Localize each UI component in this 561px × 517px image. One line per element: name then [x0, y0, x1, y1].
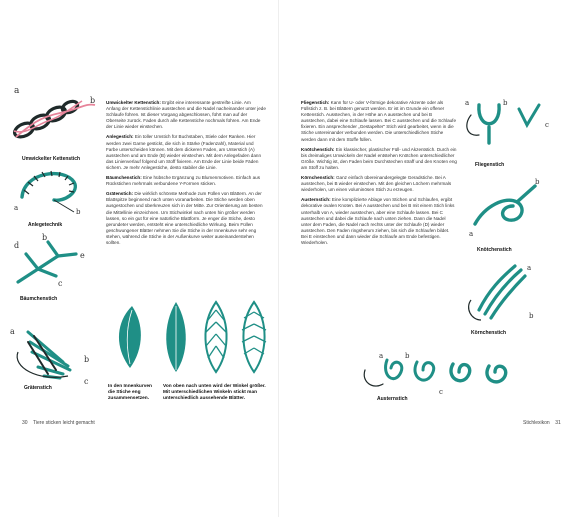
svg-text:a: a — [527, 264, 532, 272]
section-baumchen: Bäumchenstich: Eine hübsche Ergänzung zu Blumenmotiven. Einfach aus Rückstichen mehrmals verbundene Y-Formen sticken. — [106, 175, 260, 187]
svg-text:c: c — [84, 377, 89, 386]
section-austern: Austernstich: Eine komplizierte Ablage von Stichen und Schlaufen, ergibt dekorative ovalen Knoten. Bei A ausstechen und bei B mit einem Stich links unterhalb von A, wieder ausstechen, aber eine Schlaufe lassen. Bei C ausstechen und dabei die Schlaufe nach unten ziehen. Dann die Nadel unter dem Faden, die Nadel nach rechts unter der Schlaufe (D) wieder ausstechen. Den Faden ringsherum ziehen, bis sich die Schlaufen bildet. Bei E einstechen und dann wieder die Schlaufe am Ende befestigen. Wiederholen. — [301, 197, 455, 245]
folio-title-right: Stichlexikon — [523, 420, 550, 426]
svg-text:b: b — [84, 355, 90, 364]
svg-text:b: b — [535, 178, 540, 186]
leaf-illustration-2 — [200, 300, 232, 375]
folio-title-left: Tiere sticken leicht gemacht — [33, 420, 95, 426]
gratenstich-illustration — [8, 312, 98, 402]
svg-text:c: c — [439, 388, 443, 396]
page-number-left: 30 — [22, 420, 28, 426]
caption-anlege: Anlegetechnik — [28, 222, 63, 228]
svg-text:c: c — [58, 279, 63, 288]
austernstich-illustration — [357, 350, 532, 400]
svg-text:b: b — [405, 352, 410, 360]
left-page — [0, 0, 279, 517]
svg-text:a: a — [465, 99, 470, 107]
leaf-illustration-1 — [160, 300, 192, 375]
umwickelter-kettenstich-illustration — [10, 86, 100, 155]
svg-text:b: b — [529, 312, 534, 320]
anlegetechnik-illustration — [14, 162, 94, 217]
section-knoetchen: Knötchenstich: Ein klassischer, plastischer Füll- und Akzentstich. Durch ein bis dreimaliges Umwickeln der Nadel entstehen Knötchen unterschiedlicher Größe. Wichtig ist, den Faden beim Durchstechen straff und den Knoten eng am Stoff zu halten. — [301, 146, 457, 170]
right-page — [279, 0, 561, 517]
svg-text:a: a — [469, 230, 474, 238]
svg-text:e: e — [80, 251, 85, 260]
folio-right — [523, 420, 561, 426]
caption-fliegen: Fliegenstich — [475, 162, 505, 168]
section-koernchen: Körnchenstich: Ganz einfach übereinandergelegte Geradstiche. Bei A ausstechen, bei B wieder einstechen. Mit den gleichen Löchern mehrmals wiederholen, um einen voluminösen Stich zu erzeugen. — [301, 175, 452, 193]
svg-text:a: a — [14, 86, 20, 96]
svg-text:c: c — [545, 121, 549, 129]
baumchenstich-illustration — [8, 234, 98, 294]
right-text-column — [301, 100, 457, 250]
caption-umwickelter: Umwickelter Kettenstich — [22, 156, 81, 162]
caption-baumchen: Bäumchenstich — [20, 296, 58, 302]
knoetchenstich-illustration — [465, 176, 545, 241]
section-umwickelter: Umwickelter Kettenstich: Ergibt eine interessante gestreifte Linie. Am Anfang der Kettenstichlinie ausstechen und die Nadel nacheinander unter jede Schlaufe führen. Ist dieser Vorgang abgeschlossen, führt man auf der Oberseite zurück. Faden durch alle Kettenstiche nochmals führen. Am Ende der Linie wieder einstechen. — [106, 100, 266, 130]
section-graten: Grätenstich: Die wirklich schönste Methode zum Füllen von Blättern. An der Blattspitze beginnend nach unten voranarbeiten. Die Stiche werden oben ausgestochen und überkreuzen sich in der Mitte. Zur Orientierung am besten die Mittellinie einzeichnen. Um Stichwinkel nach unten hin größer werden lassen, so ein gut für eine natürliche Blattform. Je enger die Stiche, desto gerundeter werden, entsteht eine unterschiedliche Wirkung. Beim Füllen geschwungener Blätter nehmen Sie die Stiche in der Innenkurve sehr eng stehen, während die Stiche in der Außenkurve weiter auseinanderstehen sollten. — [106, 191, 263, 245]
caption-graten: Grätenstich — [24, 385, 52, 391]
caption-knoetchen: Knötchenstich — [477, 247, 512, 253]
folio-left — [22, 420, 95, 426]
section-fliegen: Fliegenstich: Kann für U- oder V-förmige dekorative Akzente oder als Füllstich z. B. bei Blättern genutzt werden. Er ist im Grunde ein offener Kettenstich. Ausstechen, in der Höhe an A ausstechen und bei B ausstechen, dabei eine Schlaufe lassen. Bei C ausstechen und die Schlaufe fixieren. Ein ansprechender „Gestapelter“ Stich wird gearbeitet, wenn in die Stiche untereinander verbunden werden. Die unterschiedlichen Stiche werden dann mit dem Stoffe füllen. — [301, 100, 457, 142]
left-text-column — [106, 100, 266, 250]
svg-text:b: b — [90, 96, 96, 105]
fig-note-2: Von oben nach unten wird der Winkel größer. Mit unterschiedlichen Winkeln stickt man unterschiedlich aussehende Blätter. — [163, 384, 266, 401]
leaf-curved-illustration — [112, 302, 152, 372]
fig-note-1: In den Innenkurven die Stiche eng zusammensetzen. — [108, 384, 152, 401]
caption-austern: Austernstich — [377, 396, 408, 402]
svg-text:b: b — [503, 99, 508, 107]
svg-text:a: a — [14, 204, 19, 212]
svg-text:b: b — [76, 208, 81, 216]
svg-text:b: b — [42, 233, 48, 242]
leaf-illustration-3 — [238, 300, 270, 375]
koernchenstich-illustration — [465, 260, 545, 330]
caption-koernchen: Körnchenstich — [471, 330, 507, 336]
svg-text:d: d — [14, 241, 20, 250]
section-anlege: Anlegestich: Ein toller Umstich für Buchstaben, Stiele oder Ranken. Hier werden zwei Garne gestickt, die sich in Stärke (Fadenzahl), Material und Farbe unterscheiden können. Mit dem dickeren Faden, am Unterstich (A) ausstechen und am Ende (B) wieder einstechen. Mit dem Anlegefaden dann das Linienverlauf folgend um Stoff fixieren. Am Ende der Linie beide Fäden sichern. Je mehr Anlegestiche, desto stabiler die Linie. — [106, 134, 262, 170]
page-number-right: 31 — [555, 420, 561, 426]
svg-text:a: a — [10, 327, 15, 336]
svg-text:a: a — [379, 352, 384, 360]
fliegenstich-illustration — [461, 95, 551, 155]
